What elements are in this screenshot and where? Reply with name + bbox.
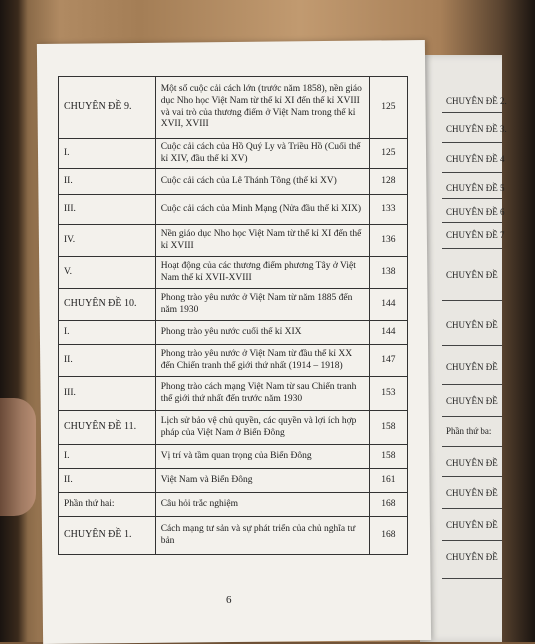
toc-title: Cách mạng tư sản và sự phát triển của chủ nghĩa tư bản xyxy=(155,517,369,555)
right-toc-divider xyxy=(442,540,502,541)
toc-label: I. xyxy=(59,321,156,345)
toc-title: Phong trào cách mạng Việt Nam từ sau Chiến tranh thế giới thứ nhất đến trước năm 1930 xyxy=(155,377,369,411)
right-toc-item: CHUYÊN ĐỀ xyxy=(446,458,498,468)
toc-page: 136 xyxy=(369,225,407,257)
toc-label: Phần thứ hai: xyxy=(59,493,156,517)
toc-title: Hoạt động của các thương điếm phương Tây ở Việt Nam thế kỉ XVII-XVIII xyxy=(155,257,369,289)
toc-row xyxy=(59,445,408,469)
toc-row xyxy=(59,469,408,493)
toc-label: II. xyxy=(59,469,156,493)
toc-label: IV. xyxy=(59,225,156,257)
toc-page: 133 xyxy=(369,195,407,225)
right-toc-divider xyxy=(442,300,502,301)
right-toc-item: CHUYÊN ĐỀ 6 xyxy=(446,207,505,217)
toc-row xyxy=(59,321,408,345)
right-toc-item: CHUYÊN ĐỀ 5 xyxy=(446,183,505,193)
toc-title: Cuộc cải cách của Minh Mạng (Nửa đầu thế kỉ XIX) xyxy=(155,195,369,225)
toc-label: I. xyxy=(59,445,156,469)
toc-label: II. xyxy=(59,169,156,195)
toc-page: 128 xyxy=(369,169,407,195)
right-toc-item: CHUYÊN ĐỀ 2. xyxy=(446,96,507,106)
right-toc-item: CHUYÊN ĐỀ xyxy=(446,520,498,530)
toc-row xyxy=(59,289,408,321)
toc-label: II. xyxy=(59,345,156,377)
toc-row xyxy=(59,377,408,411)
toc-row xyxy=(59,411,408,445)
holding-thumb xyxy=(0,398,36,516)
toc-label: CHUYÊN ĐỀ 9. xyxy=(59,77,156,139)
right-toc-item: CHUYÊN ĐỀ 7 xyxy=(446,230,505,240)
toc-title: Phong trào yêu nước ở Việt Nam từ đầu thế kỉ XX đến Chiến tranh thế giới thứ nhất (1914 – 1918) xyxy=(155,345,369,377)
toc-page: 144 xyxy=(369,289,407,321)
toc-title: Phong trào yêu nước ở Việt Nam từ năm 1885 đến năm 1930 xyxy=(155,289,369,321)
right-toc-divider xyxy=(442,172,502,173)
toc-row xyxy=(59,139,408,169)
toc-title: Cuộc cải cách của Hồ Quý Ly và Triều Hồ (Cuối thế kỉ XIV, đầu thế kỉ XV) xyxy=(155,139,369,169)
right-toc-item: CHUYÊN ĐỀ 3. xyxy=(446,124,507,134)
toc-row xyxy=(59,493,408,517)
toc-title: Câu hỏi trắc nghiệm xyxy=(155,493,369,517)
right-toc-divider xyxy=(442,384,502,385)
right-toc-item: CHUYÊN ĐỀ xyxy=(446,362,498,372)
toc-row xyxy=(59,257,408,289)
toc-label: CHUYÊN ĐỀ 10. xyxy=(59,289,156,321)
right-toc-divider xyxy=(442,416,502,417)
right-toc-divider xyxy=(442,578,502,579)
toc-title: Phong trào yêu nước cuối thế kỉ XIX xyxy=(155,321,369,345)
toc-page: 158 xyxy=(369,411,407,445)
toc-label: I. xyxy=(59,139,156,169)
toc-page: 168 xyxy=(369,493,407,517)
right-toc-item: CHUYÊN ĐỀ xyxy=(446,270,498,280)
right-toc-item: CHUYÊN ĐỀ xyxy=(446,320,498,330)
toc-row xyxy=(59,517,408,555)
toc-title: Vị trí và tầm quan trọng của Biển Đông xyxy=(155,445,369,469)
toc-label: CHUYÊN ĐỀ 11. xyxy=(59,411,156,445)
toc-page: 144 xyxy=(369,321,407,345)
toc-row xyxy=(59,345,408,377)
toc-title: Việt Nam và Biển Đông xyxy=(155,469,369,493)
right-toc-item: CHUYÊN ĐỀ xyxy=(446,488,498,498)
toc-title: Cuộc cải cách của Lê Thánh Tông (thế kỉ XV) xyxy=(155,169,369,195)
right-toc-divider xyxy=(442,248,502,249)
toc-page: 138 xyxy=(369,257,407,289)
toc-label: III. xyxy=(59,377,156,411)
toc-page: 125 xyxy=(369,139,407,169)
toc-page: 125 xyxy=(369,77,407,139)
right-toc-divider xyxy=(442,508,502,509)
toc-page: 147 xyxy=(369,345,407,377)
toc-title: Nền giáo dục Nho học Việt Nam từ thế kỉ XI đến thế kỉ XVIII xyxy=(155,225,369,257)
toc-label: V. xyxy=(59,257,156,289)
right-toc-divider xyxy=(442,142,502,143)
right-toc-item: CHUYÊN ĐỀ 4 xyxy=(446,154,505,164)
toc-page: 161 xyxy=(369,469,407,493)
toc-row xyxy=(59,169,408,195)
right-toc-divider xyxy=(442,198,502,199)
toc-title: Lịch sử bảo vệ chủ quyền, các quyền và lợi ích hợp pháp của Việt Nam ở Biển Đông xyxy=(155,411,369,445)
toc-row xyxy=(59,225,408,257)
right-toc-divider xyxy=(442,345,502,346)
right-toc-item: CHUYÊN ĐỀ xyxy=(446,396,498,406)
toc-row xyxy=(59,195,408,225)
right-toc-divider xyxy=(442,112,502,113)
toc-label: III. xyxy=(59,195,156,225)
toc-row xyxy=(59,77,408,139)
toc-label: CHUYÊN ĐỀ 1. xyxy=(59,517,156,555)
toc-page: 158 xyxy=(369,445,407,469)
right-toc-item: Phần thứ ba: xyxy=(446,426,492,436)
right-toc-divider xyxy=(442,476,502,477)
toc-title: Một số cuộc cải cách lớn (trước năm 1858), nền giáo dục Nho học Việt Nam từ thế kỉ XI đến thế kỉ XVIII và vai trò của thương điếm ở Việt Nam trong thế kỉ XVII, XVIII xyxy=(155,77,369,139)
right-toc-divider xyxy=(442,222,502,223)
right-toc-item: CHUYÊN ĐỀ xyxy=(446,552,498,562)
toc-page: 153 xyxy=(369,377,407,411)
page-number: 6 xyxy=(226,594,232,606)
toc-page: 168 xyxy=(369,517,407,555)
right-toc-divider xyxy=(442,446,502,447)
table-of-contents xyxy=(58,76,408,555)
